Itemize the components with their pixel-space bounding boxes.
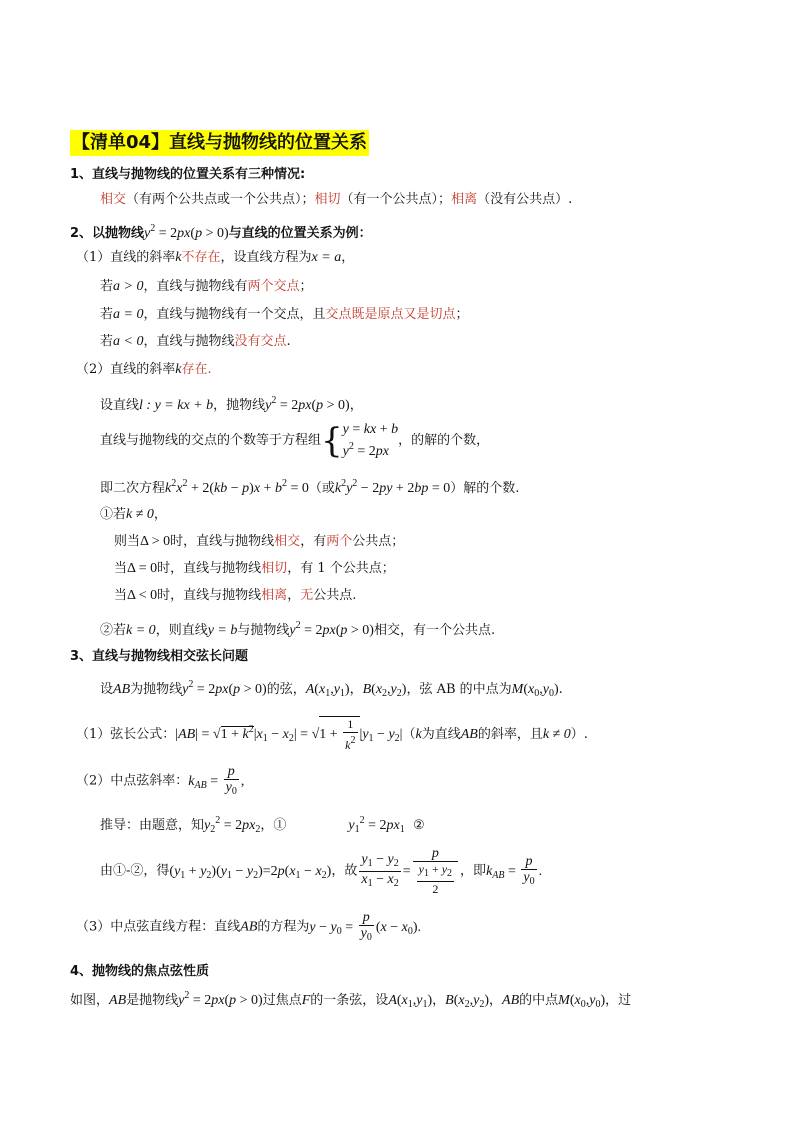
line-a: （3）中点弦直线方程：直线 [76, 919, 241, 935]
var-ab: AB [113, 682, 131, 697]
formula-parabola-2: $y^2 = 2px(p > 0)$ [265, 395, 350, 413]
k0-c: 与抛物线 [237, 623, 290, 638]
formula-y2-sq: $y_2^2 = 2px_2$ [204, 815, 261, 835]
ifneg-a: 若 [100, 334, 114, 349]
k0-d: 相交，有一个公共点. [373, 623, 496, 638]
dpos-c: ，有 [300, 534, 327, 549]
dpos-a: 则当 [114, 534, 141, 549]
formula-parabola-5: $y^2 = 2px(p > 0)$ [178, 990, 263, 1008]
formula-parabola-4: $y^2 = 2px(p > 0)$ [182, 679, 267, 697]
formula-difference: $(y_1 + y_2)(y_1 - y_2)=2p(x_1 - x_2)$ [169, 863, 332, 881]
case1-a: （1）直线的斜率 [76, 250, 176, 265]
var-k-3: k [415, 727, 422, 743]
formula-k-ne-0: k ≠ 0 [126, 507, 154, 522]
ifpos-c: ； [299, 279, 313, 294]
s2-heading [70, 220, 372, 243]
setline-b: ，抛物线 [213, 398, 266, 413]
dneg-a: 当 [114, 588, 128, 603]
len-c: 为直线 [421, 727, 461, 743]
ifneg-b: ，直线与抛物线 [143, 334, 235, 349]
set-a: 设 [100, 682, 114, 697]
kne-a: ①若 [100, 507, 127, 522]
derivation-result [100, 846, 542, 897]
formula-delta-zero: Δ = 0 [127, 561, 158, 576]
k0-b: ，则直线 [155, 623, 208, 638]
s3-heading: 3、直线与抛物线相交弦长问题 [70, 649, 249, 664]
relation-intersect: 相交 [100, 192, 127, 207]
formula-k-0: k = 0 [126, 623, 156, 638]
s2-heading-a: 2、以抛物线 [70, 226, 145, 241]
formula-parabola: $y^2 = 2px(p > 0)$ [144, 223, 229, 241]
kne-b: ， [153, 507, 167, 522]
len-e: ）. [570, 727, 588, 743]
set-b: 为抛物线 [130, 682, 183, 697]
s2-heading-b: 与直线的位置关系为例： [228, 226, 372, 241]
equation-system: y = kx + b $y^2 = 2px$ [342, 422, 399, 459]
ifpos-red: 两个交点 [247, 279, 300, 294]
relation-separate-desc: （没有公共点）. [477, 192, 573, 207]
case2-system [100, 421, 489, 460]
deriv-a: 推导：由题意，知 [100, 818, 205, 833]
formula-y-eq-b: y = b [207, 623, 238, 638]
midpoint-line-eq [76, 910, 421, 947]
point-a-2: $A(x_1,y_1)$ [388, 993, 433, 1010]
case2-k-nonzero [100, 506, 167, 524]
relation-intersect-desc: （有两个公共点或一个公共点）； [126, 192, 315, 207]
deriv-c: ② [412, 818, 425, 833]
len-a: （1）弦长公式： [76, 727, 176, 743]
ifpos-a: 若 [100, 279, 114, 294]
set-e: ，弦 AB 的中点为 [406, 682, 512, 697]
s4-f: ， [489, 993, 503, 1008]
s1-relations [100, 191, 572, 209]
formula-x-eq-a: x = a [311, 250, 342, 265]
set-f: . [558, 682, 563, 697]
deriv-b: ，① [260, 818, 287, 833]
quad-c: ）解的个数. [450, 481, 520, 496]
len-b: （ [402, 727, 416, 743]
k0-a: ②若 [100, 623, 127, 638]
s4-a: 如图， [70, 993, 110, 1008]
count-b: ，的解的个数， [398, 433, 490, 448]
case2-k-zero [100, 617, 495, 640]
formula-delta-pos: Δ > 0 [140, 534, 171, 549]
s3-setup [100, 676, 563, 703]
setline-a: 设直线 [100, 398, 140, 413]
point-m: $M(x_0,y_0)$ [511, 682, 559, 699]
point-a: $A(x_1,y_1)$ [305, 682, 350, 699]
s4-d: 的一条弦，设 [310, 993, 389, 1008]
formula-chord-length: $|AB| = √1 + k^2|x_1 - x_2| = √1$ + $\frac{1}{k^2}$ $|y_1 - y_2|$ [175, 717, 403, 752]
case1-pos [100, 278, 313, 296]
dpos-b: 时，直线与抛物线 [170, 534, 275, 549]
s4-e: ， [432, 993, 446, 1008]
formula-line: l : y = kx + b [139, 398, 214, 413]
formula-kab-result: $k_{AB}$ = $\frac{p}{y_0}$ . [486, 854, 543, 887]
count-a: 直线与抛物线的交点的个数等于方程组 [100, 433, 322, 448]
delta-zero [114, 560, 395, 578]
derivation [100, 812, 425, 839]
s4-b: 是抛物线 [126, 993, 179, 1008]
ifzero-b: ，直线与抛物线有一个交点，且 [143, 307, 326, 322]
point-b: $B(x_2,y_2)$ [362, 682, 407, 699]
formula-a-zero: a = 0 [113, 307, 144, 322]
dpos-red: 相交 [274, 534, 301, 549]
var-f: F [301, 993, 311, 1008]
case2-heading [76, 361, 212, 379]
dneg-d: 公共点. [313, 588, 357, 603]
formula-parabola-3: $y^2 = 2px(p > 0)$ [289, 620, 374, 638]
s4-text [70, 987, 631, 1014]
s4-c: 过焦点 [262, 993, 302, 1008]
dpos-red2: 两个 [326, 534, 353, 549]
case1-neg [100, 333, 291, 351]
dneg-red: 相离 [261, 588, 288, 603]
mid-a: （2）中点弦斜率： [76, 773, 189, 789]
formula-a-pos: a > 0 [113, 279, 144, 294]
dzero-c: ，有 1 个公共点； [287, 561, 395, 576]
formula-slope-ratio: $\frac{y_1 - y_2}{x_1 - x_2}$ = $\frac{p}{\frac{y_1 + y_2}{2}}$ [357, 864, 460, 879]
line-b: 的方程为 [257, 919, 310, 935]
s1-heading: 1、直线与抛物线的位置关系有三种情况: [70, 167, 306, 182]
formula-k-ne-0-2: k ≠ 0 [542, 727, 571, 743]
delta-pos [114, 533, 404, 551]
from-a: 由①-②，得 [100, 863, 170, 879]
formula-quadratic: $k^2x^2 + 2(kb - p)x + b^2 = 0$ [165, 478, 309, 496]
var-ab-2: AB [460, 727, 478, 743]
ifzero-red: 交点既是原点又是切点 [325, 307, 456, 322]
var-ab-3: AB [240, 919, 258, 935]
from-b: ，故 [331, 863, 358, 879]
midpoint-slope [76, 764, 244, 801]
chord-length-formula [76, 716, 588, 753]
case1-red: 不存在 [181, 250, 221, 265]
s4-heading: 4、抛物线的焦点弦性质 [70, 964, 210, 979]
formula-delta-neg: Δ < 0 [127, 588, 158, 603]
brace-glyph: { [321, 420, 343, 461]
case1-b: ，设直线方程为 [220, 250, 312, 265]
quad-b: （或 [308, 481, 335, 496]
len-d: 的斜率，且 [477, 727, 543, 743]
dzero-b: 时，直线与抛物线 [157, 561, 262, 576]
formula-a-neg: a < 0 [113, 334, 144, 349]
ifneg-red: 没有交点 [234, 334, 287, 349]
ifzero-c: ； [455, 307, 469, 322]
dzero-red: 相切 [261, 561, 288, 576]
formula-midpoint-line: $y - y_0$ = $\frac{p}{y_0}$ $(x - x_0)$. [309, 910, 422, 943]
dneg-red2: 无 [300, 588, 314, 603]
case1-heading: （1）直线的斜率k不存在，设直线方程为x = a， [76, 250, 355, 265]
var-ab-5: AB [502, 993, 520, 1008]
var-ab-4: AB [109, 993, 127, 1008]
section-title: 【清单04】直线与抛物线的位置关系 [70, 130, 369, 156]
formula-quadratic-y: $k^2y^2 - 2py + 2bp = 0$ [334, 478, 451, 496]
relation-tangent-desc: （有一个公共点）； [340, 192, 452, 207]
case1-zero [100, 306, 469, 324]
set-c: 的弦， [266, 682, 306, 697]
from-c: ，即 [460, 863, 487, 879]
formula-y1-sq: $y_1^2 = 2px_1$ [348, 815, 405, 835]
dzero-a: 当 [114, 561, 128, 576]
var-k: k [175, 250, 182, 265]
s4-g: 的中点 [519, 993, 559, 1008]
dneg-c: ， [287, 588, 301, 603]
case2-setline [100, 392, 363, 415]
var-k-2: k [175, 362, 182, 377]
set-d: ， [349, 682, 363, 697]
relation-separate: 相离 [451, 192, 478, 207]
setline-c: ， [349, 398, 363, 413]
ifzero-a: 若 [100, 307, 114, 322]
case2-a: （2）直线的斜率 [76, 362, 176, 377]
point-m-2: $M(x_0,y_0)$ [558, 993, 606, 1010]
point-b-2: $B(x_2,y_2)$ [445, 993, 490, 1010]
ifpos-b: ，直线与抛物线有 [143, 279, 248, 294]
dpos-d: 公共点； [352, 534, 405, 549]
delta-neg [114, 587, 356, 605]
formula-midpoint-slope: $k_{AB}$ = $\frac{p}{y_0}$ , [188, 764, 245, 797]
relation-tangent: 相切 [314, 192, 341, 207]
case2-quadratic [100, 475, 519, 498]
s4-h: ，过 [605, 993, 632, 1008]
case2-red: 存在. [181, 362, 212, 377]
ifneg-c: . [286, 334, 291, 349]
dneg-b: 时，直线与抛物线 [157, 588, 262, 603]
quad-a: 即二次方程 [100, 481, 166, 496]
